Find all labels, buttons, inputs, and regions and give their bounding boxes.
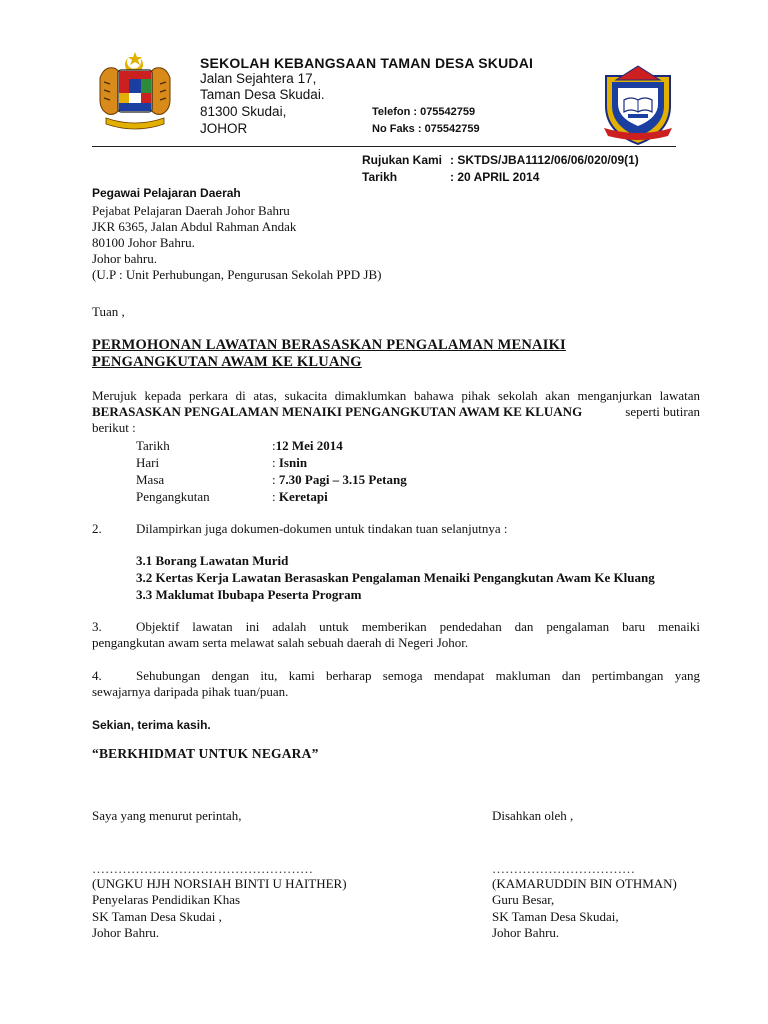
recipient-line-2: JKR 6365, Jalan Abdul Rahman Andak (92, 219, 297, 234)
recipient-line-4: Johor bahru. (92, 251, 157, 266)
left-signatory-name: (UNGKU HJH NORSIAH BINTI U HAITHER) (92, 876, 347, 891)
detail-value-masa: : 7.30 Pagi – 3.15 Petang (272, 472, 407, 487)
paragraph-3-line-1: Objektif lawatan ini adalah untuk memberikan pendedahan dan pengalaman baru menaiki (136, 619, 700, 634)
detail-label-tarikh: Tarikh (136, 438, 170, 453)
paragraph-4-line-1: Sehubungan dengan itu, kami berharap semoga mendapat makluman dan pertimbangan yang (136, 668, 700, 683)
intro-line-3: berikut : (92, 420, 136, 435)
school-crest-icon (598, 62, 678, 148)
paragraph-4-number: 4. (92, 668, 102, 683)
attachment-2: 3.2 Kertas Kerja Lawatan Berasaskan Pengalaman Menaiki Pengangkutan Awam Ke Kluang (136, 570, 655, 585)
left-signatory-org: SK Taman Desa Skudai , (92, 909, 222, 924)
paragraph-3-line-2: pengangkutan awam serta melawat salah sebuah daerah di Negeri Johor. (92, 635, 469, 650)
telephone: Telefon : 075542759 (372, 106, 476, 118)
left-signatory-city: Johor Bahru. (92, 925, 160, 940)
salutation: Tuan , (92, 304, 125, 319)
intro-bold-text: BERASASKAN PENGALAMAN MENAIKI PENGANGKUTAN AWAM KE KLUANG (92, 404, 583, 419)
fax: No Faks : 075542759 (372, 123, 480, 135)
detail-label-pengangkutan: Pengangkutan (136, 489, 210, 504)
closing-text: Sekian, terima kasih. (92, 718, 211, 732)
recipient-title: Pegawai Pelajaran Daerah (92, 186, 241, 200)
recipient-line-3: 80100 Johor Bahru. (92, 235, 195, 250)
right-signatory-position: Guru Besar, (492, 892, 555, 907)
header-divider (92, 146, 676, 147)
right-signature-intro: Disahkan oleh , (492, 808, 574, 823)
left-signature-intro: Saya yang menurut perintah, (92, 808, 242, 823)
intro-text-continued: seperti butiran (625, 404, 700, 419)
right-signature-line: …………………………… (492, 861, 635, 876)
right-signatory-city: Johor Bahru. (492, 925, 560, 940)
subject-line-2: PENGANGKUTAN AWAM KE KLUANG (92, 354, 362, 370)
address-line-1: Jalan Sejahtera 17, (200, 71, 317, 86)
detail-value-hari: : Isnin (272, 455, 308, 470)
detail-label-hari: Hari (136, 455, 160, 470)
attachment-3: 3.3 Maklumat Ibubapa Peserta Program (136, 587, 362, 602)
date-value: : 20 APRIL 2014 (450, 170, 540, 184)
left-signatory-position: Penyelaras Pendidikan Khas (92, 892, 241, 907)
recipient-line-5: (U.P : Unit Perhubungan, Pengurusan Sekolah PPD JB) (92, 267, 382, 282)
right-signatory-name: (KAMARUDDIN BIN OTHMAN) (492, 876, 677, 891)
paragraph-2-text: Dilampirkan juga dokumen-dokumen untuk tindakan tuan selanjutnya : (136, 521, 508, 536)
detail-label-masa: Masa (136, 472, 165, 487)
recipient-line-1: Pejabat Pelajaran Daerah Johor Bahru (92, 203, 290, 218)
subject-line-1: PERMOHONAN LAWATAN BERASASKAN PENGALAMAN MENAIKI (92, 337, 566, 353)
right-signatory-org: SK Taman Desa Skudai, (492, 909, 619, 924)
detail-value-pengangkutan: : Keretapi (272, 489, 328, 504)
intro-line-1: Merujuk kepada perkara di atas, sukacita dimaklumkan bahawa pihak sekolah akan menganjurkan lawatan (92, 388, 700, 403)
paragraph-2-number: 2. (92, 521, 102, 536)
left-signature-line: …………………………………………… (92, 861, 313, 876)
detail-value-tarikh: :12 Mei 2014 (272, 438, 343, 453)
address-line-3: 81300 Skudai, (200, 104, 287, 119)
school-name: SEKOLAH KEBANGSAAN TAMAN DESA SKUDAI (200, 55, 534, 71)
motto: “BERKHIDMAT UNTUK NEGARA” (92, 746, 319, 761)
attachment-1: 3.1 Borang Lawatan Murid (136, 553, 289, 568)
address-line-2: Taman Desa Skudai. (200, 87, 325, 102)
reference-label: Rujukan Kami (362, 153, 443, 167)
date-label: Tarikh (362, 170, 398, 184)
paragraph-3-number: 3. (92, 619, 102, 634)
malaysia-coat-of-arms-icon (92, 48, 178, 134)
address-line-4: JOHOR (200, 121, 248, 136)
paragraph-4-line-2: sewajarnya daripada pihak tuan/puan. (92, 684, 289, 699)
intro-line-2 (92, 404, 700, 420)
reference-value: : SKTDS/JBA1112/06/06/020/09(1) (450, 153, 639, 167)
